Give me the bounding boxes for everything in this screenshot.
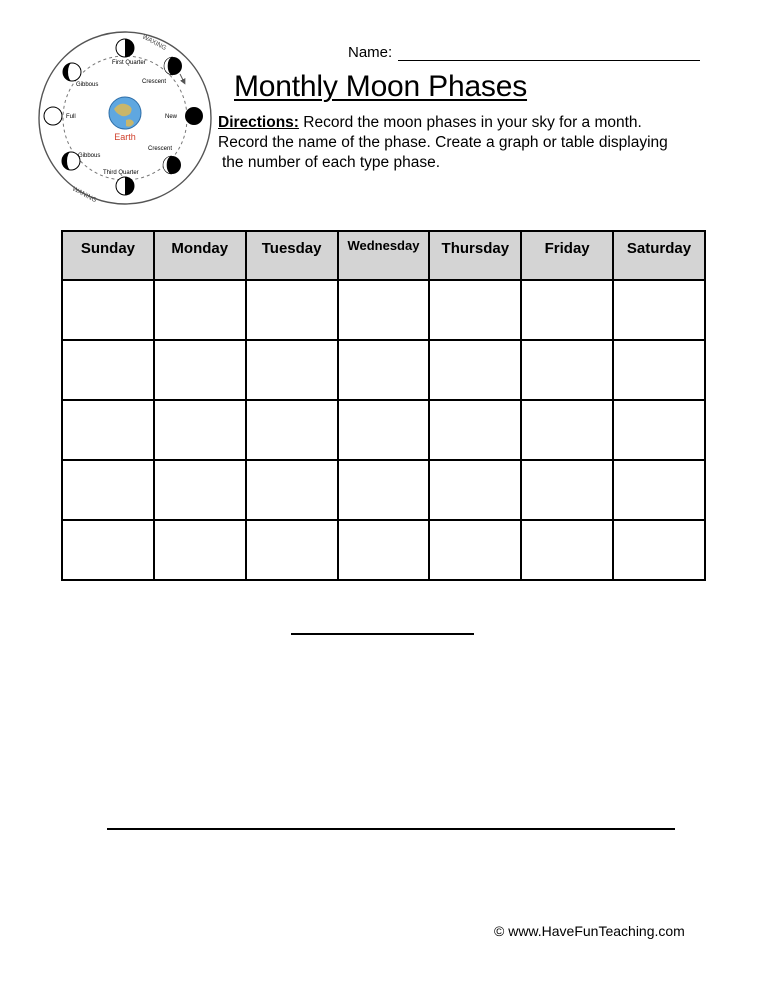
calendar-day-cell[interactable] xyxy=(62,460,154,520)
calendar-day-cell[interactable] xyxy=(613,460,705,520)
calendar-day-cell[interactable] xyxy=(62,280,154,340)
new-moon-icon xyxy=(185,107,203,125)
calendar-day-cell[interactable] xyxy=(613,400,705,460)
calendar-day-cell[interactable] xyxy=(521,520,613,580)
name-blank-line[interactable] xyxy=(398,46,700,61)
gibbous-moon-icon-top xyxy=(63,63,81,81)
name-field[interactable] xyxy=(348,44,700,61)
earth-globe-icon xyxy=(109,97,141,129)
calendar-body xyxy=(62,280,705,580)
calendar-day-cell[interactable] xyxy=(62,340,154,400)
calendar-day-cell[interactable] xyxy=(246,460,338,520)
calendar-day-cell[interactable] xyxy=(154,400,246,460)
directions-line-1: Record the moon phases in your sky for a month. xyxy=(298,114,642,131)
calendar-week-row xyxy=(62,280,705,340)
calendar-day-cell[interactable] xyxy=(246,400,338,460)
waxing-label: WAXING xyxy=(141,33,168,53)
calendar-week-row xyxy=(62,460,705,520)
calendar-day-cell[interactable] xyxy=(521,280,613,340)
calendar-day-cell[interactable] xyxy=(613,280,705,340)
calendar-day-cell[interactable] xyxy=(62,400,154,460)
calendar-day-cell[interactable] xyxy=(246,280,338,340)
calendar-day-cell[interactable] xyxy=(338,460,430,520)
crescent-moon-icon xyxy=(164,57,182,75)
moon-phases-diagram xyxy=(30,24,220,214)
calendar-day-cell[interactable] xyxy=(613,340,705,400)
calendar-week-row xyxy=(62,520,705,580)
gibbous-bottom-label: Gibbous xyxy=(78,153,101,159)
directions-line-2: Record the name of the phase. Create a graph or table displaying xyxy=(218,134,668,151)
crescent-top-label: Crescent xyxy=(142,79,167,85)
page-title: Monthly Moon Phases xyxy=(234,70,528,103)
copyright-text: © www.HaveFunTeaching.com xyxy=(494,923,685,939)
calendar-week-row xyxy=(62,340,705,400)
calendar-day-cell[interactable] xyxy=(429,280,521,340)
calendar-day-cell[interactable] xyxy=(338,280,430,340)
calendar-day-cell[interactable] xyxy=(62,520,154,580)
crescent-moon-icon-bottom xyxy=(163,156,181,174)
calendar-day-cell[interactable] xyxy=(429,460,521,520)
calendar-day-cell[interactable] xyxy=(429,520,521,580)
first-quarter-label: First Quarter xyxy=(112,60,146,66)
third-quarter-label: Third Quarter xyxy=(103,170,139,176)
day-header-tuesday: Tuesday xyxy=(246,231,338,280)
calendar-day-cell[interactable] xyxy=(154,280,246,340)
calendar-day-cell[interactable] xyxy=(246,340,338,400)
crescent-bottom-label: Crescent xyxy=(148,146,173,152)
day-header-friday: Friday xyxy=(521,231,613,280)
day-header-saturday: Saturday xyxy=(613,231,705,280)
calendar-day-cell[interactable] xyxy=(154,460,246,520)
calendar-header-row xyxy=(62,231,705,280)
day-header-monday: Monday xyxy=(154,231,246,280)
calendar-grid xyxy=(61,230,706,581)
day-header-wednesday: Wednesday xyxy=(338,231,430,280)
graph-axis-line[interactable] xyxy=(107,828,675,830)
day-header-sunday: Sunday xyxy=(62,231,154,280)
day-header-thursday: Thursday xyxy=(429,231,521,280)
moon-phases-illustration xyxy=(30,24,220,214)
calendar-day-cell[interactable] xyxy=(521,400,613,460)
directions-label: Directions: xyxy=(218,114,299,131)
calendar-day-cell[interactable] xyxy=(338,340,430,400)
calendar-day-cell[interactable] xyxy=(246,520,338,580)
graph-title-line[interactable] xyxy=(291,633,474,635)
calendar-day-cell[interactable] xyxy=(429,340,521,400)
new-label: New xyxy=(165,114,178,120)
third-quarter-moon-icon xyxy=(116,177,134,195)
calendar-day-cell[interactable] xyxy=(338,520,430,580)
first-quarter-moon-icon xyxy=(116,39,134,57)
earth-label: Earth xyxy=(114,132,136,142)
calendar-day-cell[interactable] xyxy=(429,400,521,460)
waning-label: WANING xyxy=(71,185,98,205)
calendar-day-cell[interactable] xyxy=(613,520,705,580)
full-label: Full xyxy=(66,114,76,120)
gibbous-top-label: Gibbous xyxy=(76,82,99,88)
directions-block xyxy=(218,113,738,173)
calendar-day-cell[interactable] xyxy=(521,340,613,400)
name-label: Name: xyxy=(348,44,393,61)
calendar-day-cell[interactable] xyxy=(154,340,246,400)
full-moon-icon xyxy=(44,107,62,125)
calendar-day-cell[interactable] xyxy=(521,460,613,520)
calendar-day-cell[interactable] xyxy=(338,400,430,460)
calendar-week-row xyxy=(62,400,705,460)
directions-line-3: the number of each type phase. xyxy=(222,154,441,171)
calendar-day-cell[interactable] xyxy=(154,520,246,580)
